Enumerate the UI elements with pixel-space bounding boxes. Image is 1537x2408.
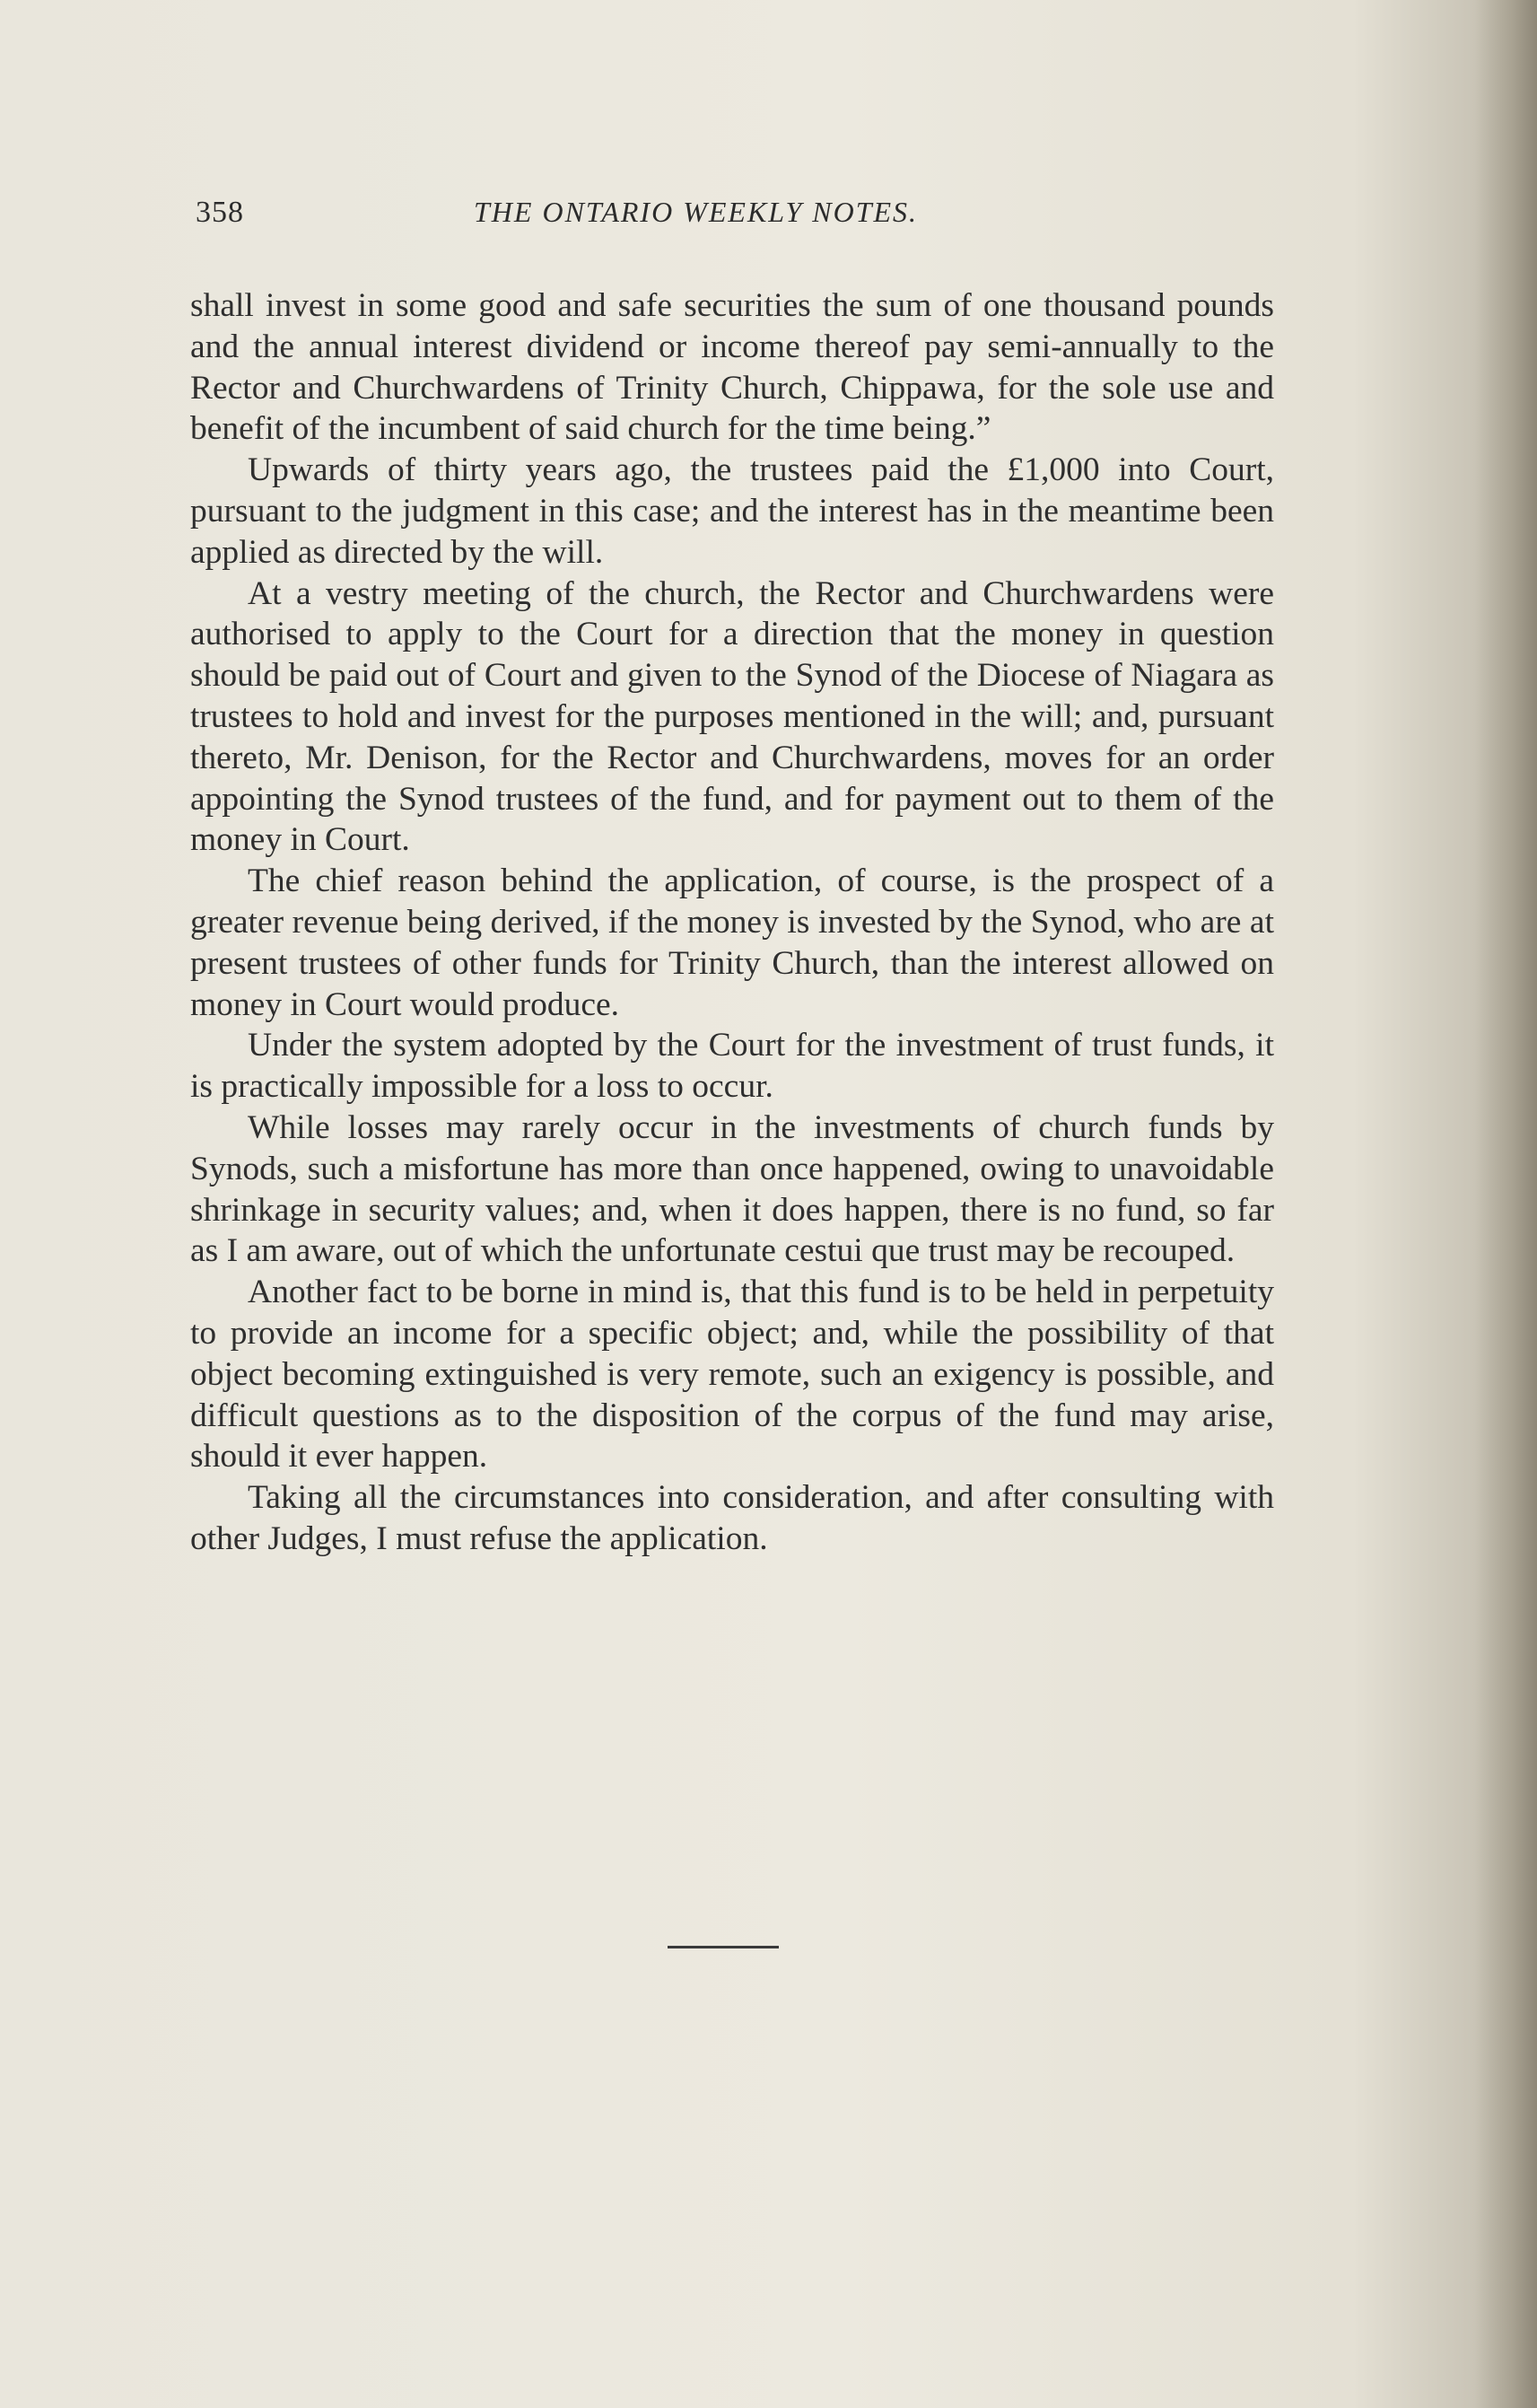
page-header	[196, 196, 1272, 241]
running-title: THE ONTARIO WEEKLY NOTES.	[474, 196, 919, 228]
paragraph-chief-reason: The chief reason behind the application, of course, is the prospect of a greater revenue being derived, if the money is invested by the Synod, who are at present trustees of other funds for Trinity Church, than the interest allowed on money in Court would produce.	[190, 863, 1274, 1023]
paragraph-vestry-meeting: At a vestry meeting of the church, the Rector and Churchwardens were authorised to apply to the Court for a direction that the money in question should be paid out of Court and given to the Synod of the Diocese of Niagara as trustees to hold and invest for the purposes mentioned in the will; and, pursuant thereto, Mr. Denison, for the Rector and Churchwardens, moves for an order appointing the Synod trustees of the fund, and for payment out to them of the money in Court.	[190, 574, 1274, 859]
paragraph-trustees-payment: Upwards of thirty years ago, the trustees paid the £1,000 into Court, pursuant to the judgment in this case; and the interest has in the meantime been applied as directed by the will.	[190, 451, 1274, 571]
section-divider-rule	[668, 1946, 779, 1948]
body-text	[190, 285, 1274, 1560]
paragraph-conclusion: Taking all the circumstances into consideration, and after consulting with other Judges, I must refuse the application.	[190, 1479, 1274, 1557]
paragraph-perpetuity: Another fact to be borne in mind is, that this fund is to be held in perpetuity to provide an income for a specific object; and, while the possibility of that object becoming extinguished is very remote, such an exigency is possible, and difficult questions as to the disposition of the corpus of the fund may arise, should it ever happen.	[190, 1274, 1274, 1475]
page-number: 358	[196, 196, 244, 229]
spine-shadow	[1474, 0, 1537, 2408]
paragraph-court-system: Under the system adopted by the Court for the investment of trust funds, it is practically impossible for a loss to occur.	[190, 1027, 1274, 1106]
paragraph-synod-losses: While losses may rarely occur in the investments of church funds by Synods, such a misfortune has more than once happened, owing to unavoidable shrinkage in security values; and, when it does happen, there is no fund, so far as I am aware, out of which the unfortunate cestui que trust may be recouped.	[190, 1108, 1274, 1270]
paragraph-continuation: shall invest in some good and safe securities the sum of one thousand pounds and the annual interest dividend or income thereof pay semi-annually to the Rector and Churchwardens of Trinity Church, Chippawa, for the sole use and benefit of the incumbent of said church for the time being.”	[190, 287, 1274, 448]
